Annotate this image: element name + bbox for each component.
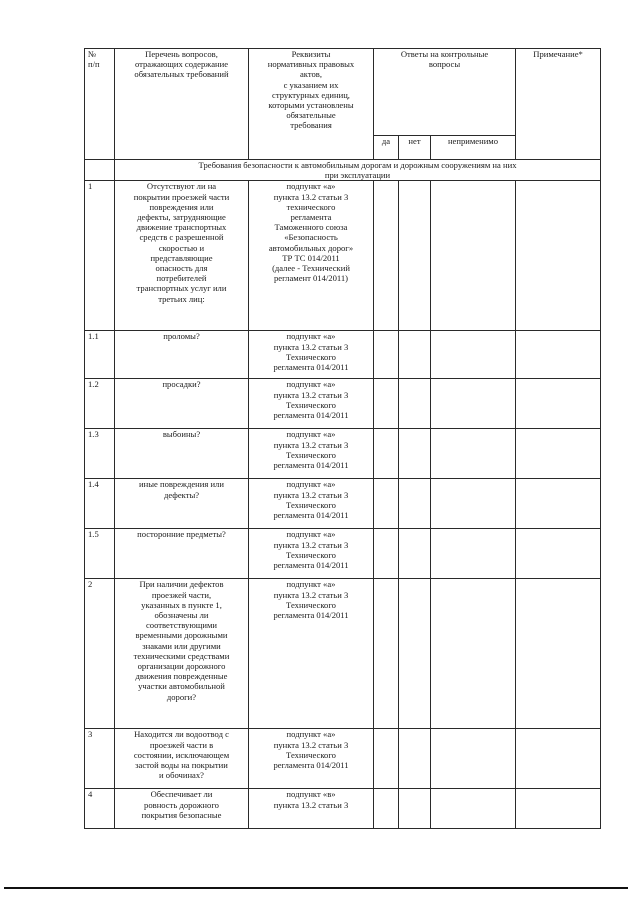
note-cell[interactable] xyxy=(516,579,601,729)
answer-yes-cell[interactable] xyxy=(374,529,399,579)
answer-na-cell[interactable] xyxy=(431,379,516,429)
answer-na-cell[interactable] xyxy=(431,789,516,829)
answer-yes-cell[interactable] xyxy=(374,181,399,331)
answer-yes-cell[interactable] xyxy=(374,429,399,479)
row-requisite: подпункт «а» пункта 13.2 статьи 3 технического регламента Таможенного союза «Безопасность автомобильных дорог» ТР ТС 014/2011 (далее - Технический регламент 014/2011) xyxy=(249,181,374,331)
answer-no-cell[interactable] xyxy=(399,429,431,479)
row-number: 4 xyxy=(85,789,115,829)
row-number: 1.5 xyxy=(85,529,115,579)
header-note: Примечание* xyxy=(516,49,601,160)
table-row xyxy=(85,331,601,379)
row-question: иные повреждения или дефекты? xyxy=(115,479,249,529)
row-question: Отсутствуют ли на покрытии проезжей части повреждения или дефекты, затрудняющие движение транспортных средств с разрешенной скоростью и представляющие опасность для потребителей транспортных услуг или третьих лиц: xyxy=(115,181,249,331)
row-number: 1.2 xyxy=(85,379,115,429)
answer-no-cell[interactable] xyxy=(399,729,431,789)
header-answers: Ответы на контрольные вопросы xyxy=(374,49,516,136)
section-title: Требования безопасности к автомобильным дорогам и дорожным сооружениям на них при эксплуатации xyxy=(115,160,601,181)
header-no: нет xyxy=(399,136,431,160)
answer-yes-cell[interactable] xyxy=(374,579,399,729)
answer-na-cell[interactable] xyxy=(431,429,516,479)
row-requisite: подпункт «а» пункта 13.2 статьи 3 Технического регламента 014/2011 xyxy=(249,429,374,479)
row-requisite: подпункт «а» пункта 13.2 статьи 3 Технического регламента 014/2011 xyxy=(249,479,374,529)
footer-rule xyxy=(4,887,628,889)
answer-yes-cell[interactable] xyxy=(374,479,399,529)
row-question: посторонние предметы? xyxy=(115,529,249,579)
row-requisite: подпункт «а» пункта 13.2 статьи 3 Технического регламента 014/2011 xyxy=(249,579,374,729)
answer-na-cell[interactable] xyxy=(431,729,516,789)
answer-no-cell[interactable] xyxy=(399,181,431,331)
note-cell[interactable] xyxy=(516,479,601,529)
table-row xyxy=(85,729,601,789)
header-na: неприменимо xyxy=(431,136,516,160)
answer-na-cell[interactable] xyxy=(431,331,516,379)
note-cell[interactable] xyxy=(516,331,601,379)
answer-no-cell[interactable] xyxy=(399,789,431,829)
table-row xyxy=(85,379,601,429)
note-cell[interactable] xyxy=(516,379,601,429)
table-row xyxy=(85,789,601,829)
answer-yes-cell[interactable] xyxy=(374,379,399,429)
row-number: 1.4 xyxy=(85,479,115,529)
answer-no-cell[interactable] xyxy=(399,479,431,529)
answer-no-cell[interactable] xyxy=(399,379,431,429)
row-requisite: подпункт «а» пункта 13.2 статьи 3 Технического регламента 014/2011 xyxy=(249,331,374,379)
checklist-table xyxy=(84,48,601,829)
note-cell[interactable] xyxy=(516,429,601,479)
row-number: 2 xyxy=(85,579,115,729)
row-number: 1 xyxy=(85,181,115,331)
row-question: проломы? xyxy=(115,331,249,379)
note-cell[interactable] xyxy=(516,789,601,829)
table-row xyxy=(85,479,601,529)
note-cell[interactable] xyxy=(516,729,601,789)
answer-na-cell[interactable] xyxy=(431,181,516,331)
note-cell[interactable] xyxy=(516,181,601,331)
row-number: 3 xyxy=(85,729,115,789)
row-question: Находится ли водоотвод с проезжей части в состоянии, исключающем застой воды на покрытии и обочинах? xyxy=(115,729,249,789)
header-row xyxy=(85,49,601,136)
row-requisite: подпункт «а» пункта 13.2 статьи 3 Технического регламента 014/2011 xyxy=(249,729,374,789)
row-question: просадки? xyxy=(115,379,249,429)
answer-yes-cell[interactable] xyxy=(374,789,399,829)
table-row xyxy=(85,429,601,479)
answer-no-cell[interactable] xyxy=(399,579,431,729)
section-row xyxy=(85,160,601,181)
table-row xyxy=(85,579,601,729)
section-empty-cell xyxy=(85,160,115,181)
header-questions: Перечень вопросов, отражающих содержание обязательных требований xyxy=(115,49,249,160)
row-number: 1.3 xyxy=(85,429,115,479)
table-row xyxy=(85,529,601,579)
header-num: № п/п xyxy=(85,49,115,160)
row-requisite: подпункт «а» пункта 13.2 статьи 3 Технического регламента 014/2011 xyxy=(249,529,374,579)
row-question: Обеспечивает ли ровность дорожного покрытия безопасные xyxy=(115,789,249,829)
answer-na-cell[interactable] xyxy=(431,479,516,529)
row-requisite: подпункт «а» пункта 13.2 статьи 3 Технического регламента 014/2011 xyxy=(249,379,374,429)
header-yes: да xyxy=(374,136,399,160)
answer-no-cell[interactable] xyxy=(399,529,431,579)
answer-yes-cell[interactable] xyxy=(374,331,399,379)
answer-na-cell[interactable] xyxy=(431,579,516,729)
header-requisites: Реквизиты нормативных правовых актов, с указанием их структурных единиц, которыми установлены обязательные требования xyxy=(249,49,374,160)
row-question: При наличии дефектов проезжей части, указанных в пункте 1, обозначены ли соответствующими временными дорожными знаками или другими техническими средствами организации дорожного движения поврежденные участки автомобильной дороги? xyxy=(115,579,249,729)
row-number: 1.1 xyxy=(85,331,115,379)
answer-yes-cell[interactable] xyxy=(374,729,399,789)
note-cell[interactable] xyxy=(516,529,601,579)
table-row xyxy=(85,181,601,331)
answer-no-cell[interactable] xyxy=(399,331,431,379)
row-requisite: подпункт «в» пункта 13.2 статьи 3 xyxy=(249,789,374,829)
answer-na-cell[interactable] xyxy=(431,529,516,579)
row-question: выбоины? xyxy=(115,429,249,479)
